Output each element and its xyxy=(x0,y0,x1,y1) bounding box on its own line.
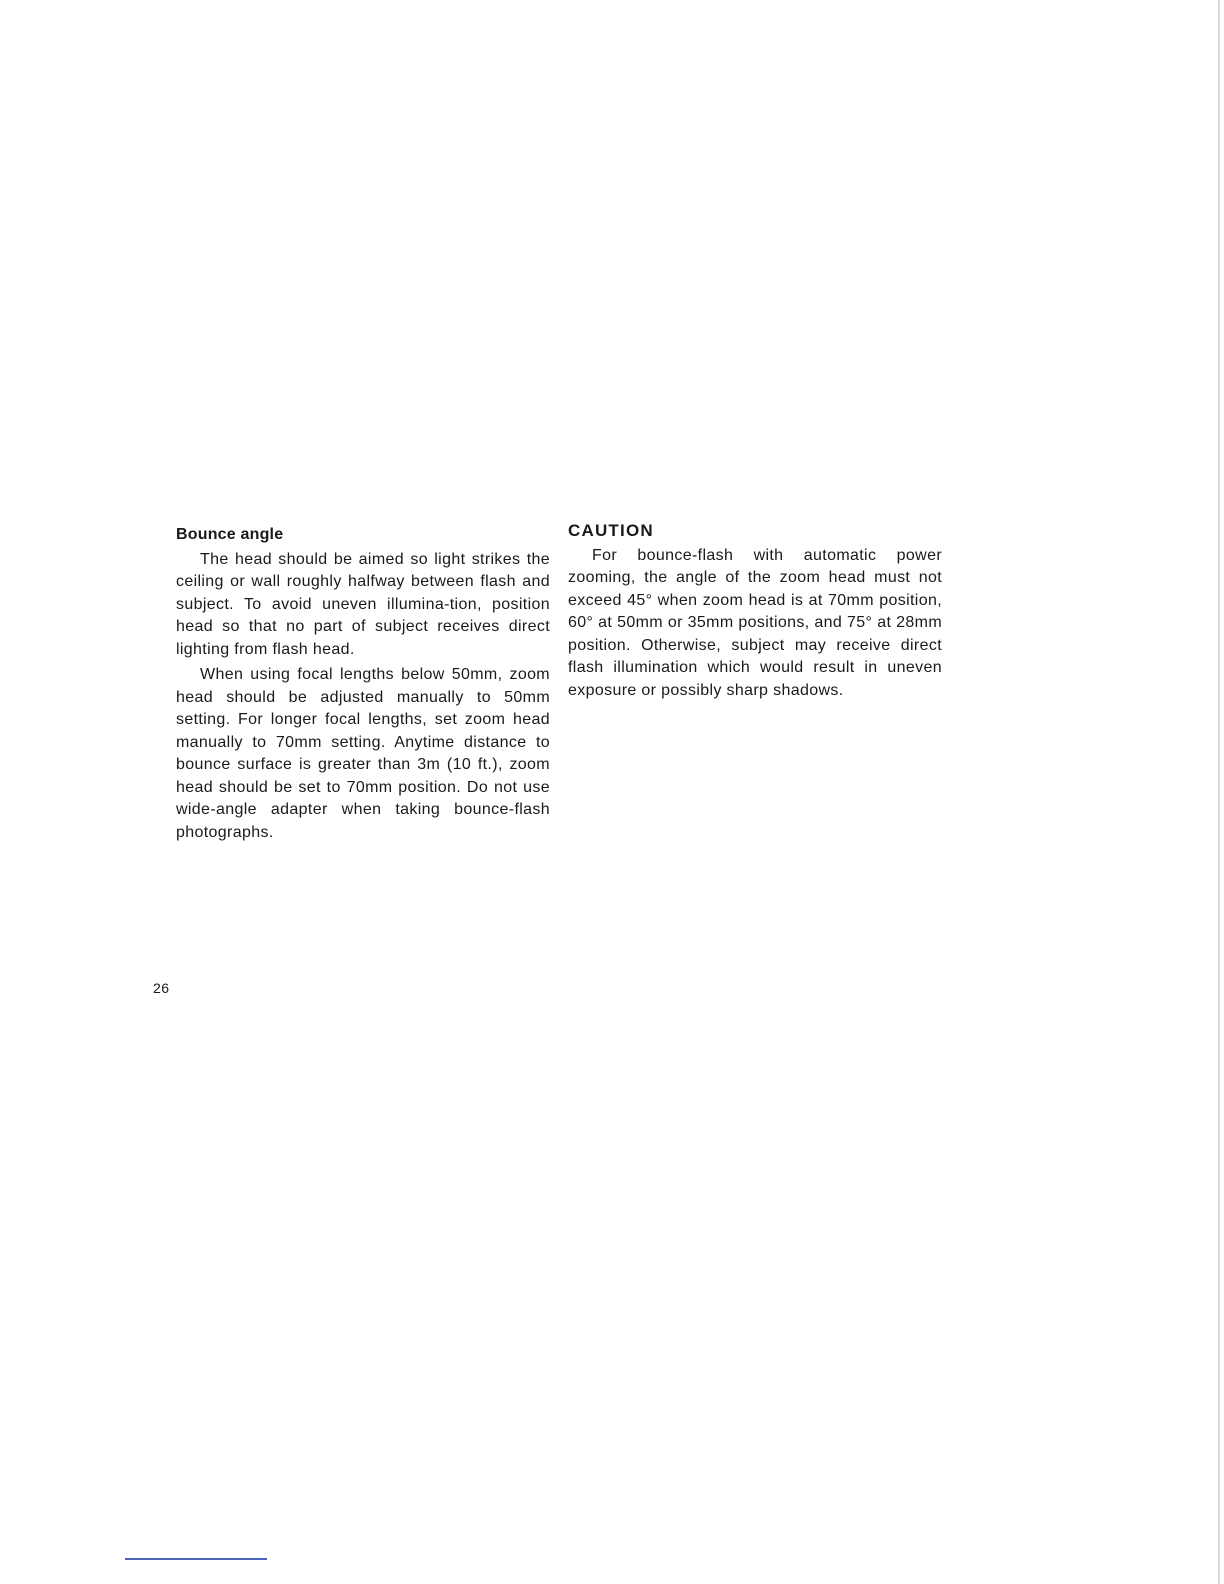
bounce-angle-paragraph-2: When using focal lengths below 50mm, zoom head should be adjusted manually to 50mm setting. For longer focal lengths, set zoom head manually to 70mm setting. Anytime distance to bounce surface is greater than 3m (10 ft.), zoom head should be set to 70mm position. Do not use wide-angle adapter when taking bounce-flash photographs. xyxy=(176,666,550,841)
scan-edge-divider xyxy=(1218,0,1220,1584)
bounce-angle-heading: Bounce angle xyxy=(176,526,284,543)
caution-paragraph: For bounce-flash with automatic power zooming, the angle of the zoom head must not exceed 45° when zoom head is at 70mm position, 60° at 50mm or 35mm positions, and 75° at 28mm position. Otherwise, subject may receive direct flash illumination which would result in uneven exposure or possibly sharp shadows. xyxy=(568,546,942,699)
bounce-angle-section xyxy=(176,520,550,847)
footer-rule xyxy=(125,1558,267,1560)
bounce-angle-paragraph-1: The head should be aimed so light strikes the ceiling or wall roughly halfway between flash and subject. To avoid uneven illumina-tion, position head so that no part of subject receives direct lighting from flash head. xyxy=(176,550,550,658)
caution-heading: CAUTION xyxy=(568,521,654,540)
page-number: 26 xyxy=(153,980,170,996)
caution-section xyxy=(568,520,942,705)
